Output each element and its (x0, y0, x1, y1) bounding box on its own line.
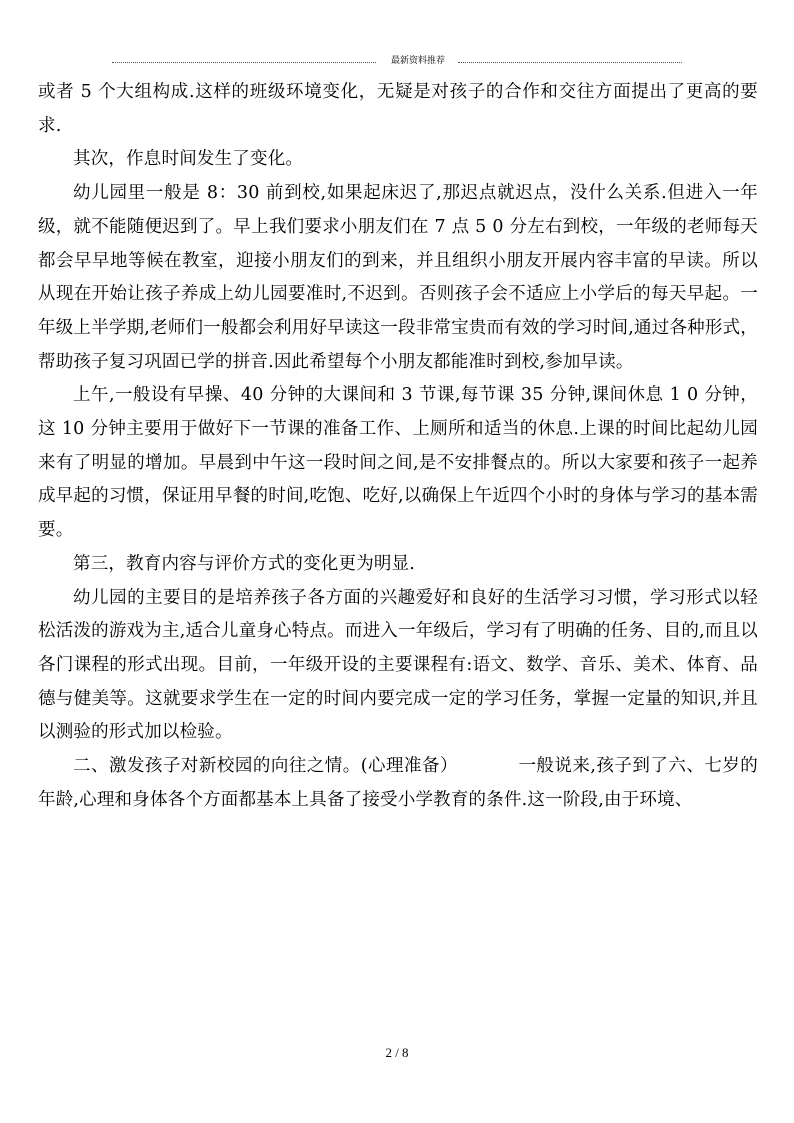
document-body (38, 76, 758, 817)
header-title: 最新资料推荐 (390, 56, 445, 66)
paragraph-3: 幼儿园里一般是 8：30 前到校,如果起床迟了,那迟点就迟点，没什么关系.但进入一年级，就不能随便迟到了。早上我们要求小朋友们在 7 点 5 0 分左右到校，一年级的老师每天都会早早地等候在教室，迎接小朋友们的到来，并且组织小朋友开展内容丰富的早读。所以从现在开始让孩子养成上幼儿园要准时,不迟到。否则孩子会不适应上小学后的每天早起。一年级上半学期,老师们一般都会利用好早读这一段非常宝贵而有效的学习时间,通过各种形式，帮助孩子复习巩固已学的拼音.因此希望每个小朋友都能准时到校,参加早读。 (38, 183, 758, 372)
page-number: 2 / 8 (385, 1045, 409, 1060)
paragraph-7: 二、激发孩子对新校园的向往之情。(心理准备） 一般说来,孩子到了六、七岁的年龄,心理和身体各个方面都基本上具备了接受小学教育的条件.这一阶段,由于环境、 (38, 756, 758, 810)
paragraph-4: 上午,一般设有早操、40 分钟的大课间和 3 节课,每节课 35 分钟,课间休息 1 0 分钟，这 10 分钟主要用于做好下一节课的准备工作、上厕所和适当的休息.上课的时间比起幼儿园来有了明显的增加。早晨到中午这一段时间之间,是不安排餐点的。所以大家要和孩子一起养成早起的习惯，保证用早餐的时间,吃饱、吃好,以确保上午近四个小时的身体与学习的基本需要。 (38, 385, 758, 541)
header-rule-left (112, 62, 376, 63)
paragraph-6: 幼儿园的主要目的是培养孩子各方面的兴趣爱好和良好的生活学习习惯，学习形式以轻松活泼的游戏为主,适合儿童身心特点。而进入一年级后，学习有了明确的任务、目的,而且以各门课程的形式出现。目前，一年级开设的主要课程有:语文、数学、音乐、美术、体育、品德与健美等。这就要求学生在一定的时间内要完成一定的学习任务，掌握一定量的知识,并且以测验的形式加以检验。 (38, 587, 758, 743)
page-header (112, 53, 682, 67)
header-rule-right (458, 62, 682, 63)
paragraph-1: 或者 5 个大组构成.这样的班级环境变化，无疑是对孩子的合作和交往方面提出了更高的要求. (38, 82, 758, 136)
paragraph-5: 第三，教育内容与评价方式的变化更为明显. (73, 553, 416, 574)
paragraph-2: 其次，作息时间发生了变化。 (73, 149, 304, 170)
